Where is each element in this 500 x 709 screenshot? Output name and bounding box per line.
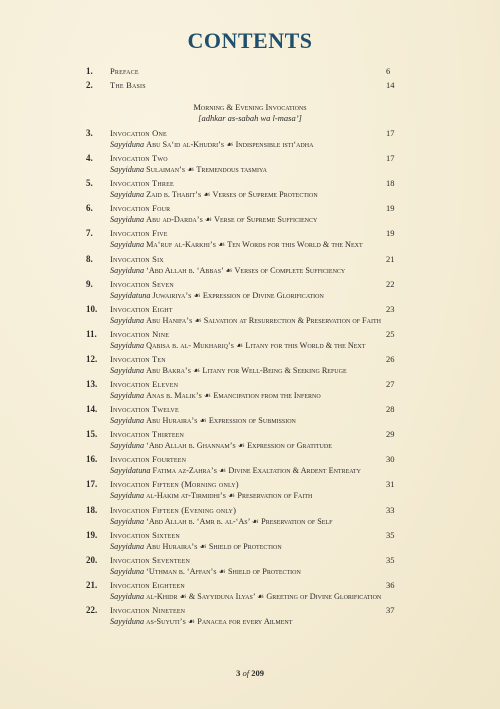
entry-page: 22 bbox=[386, 278, 395, 289]
entry-honorific: Sayyiduna bbox=[110, 441, 145, 451]
entry-label: Invocation Two bbox=[110, 153, 168, 164]
entry-page: 6 bbox=[386, 66, 391, 76]
entry-number: 21. bbox=[86, 579, 98, 590]
entry-label: Invocation Ten bbox=[110, 353, 166, 364]
entry-number: 10. bbox=[86, 303, 98, 314]
entry-honorific: Sayyidatuna bbox=[110, 466, 151, 476]
entry-page: 37 bbox=[386, 604, 395, 615]
entry-number: 2. bbox=[86, 80, 93, 90]
entry-honorific: Sayyiduna bbox=[110, 416, 145, 426]
entry-honorific: Sayyidatuna bbox=[110, 290, 151, 300]
entry-subtitle: Juwairiya’s ☙ Expression of Divine Glorification bbox=[152, 290, 324, 300]
entry-number: 4. bbox=[86, 153, 93, 164]
entry-number: 18. bbox=[86, 504, 98, 515]
entry-honorific: Sayyiduna bbox=[110, 566, 145, 576]
entry-label: Invocation Nineteen bbox=[110, 604, 186, 615]
entry-page: 17 bbox=[386, 153, 395, 164]
footer-current-page: 3 bbox=[236, 668, 241, 678]
entry-honorific: Sayyiduna bbox=[110, 391, 145, 400]
entry-number: 14. bbox=[86, 404, 98, 415]
entry-page: 35 bbox=[386, 529, 395, 540]
entry-honorific: Sayyiduna bbox=[110, 215, 145, 225]
entry-honorific: Sayyiduna bbox=[110, 541, 145, 551]
entry-subtitle: Sulaiman’s ☙ Tremendous tasmiya bbox=[146, 165, 267, 175]
entry-number: 20. bbox=[86, 554, 98, 565]
entry-label: Invocation Eighteen bbox=[110, 579, 185, 590]
entry-label: Invocation Seventeen bbox=[110, 554, 191, 565]
entry-page: 17 bbox=[386, 128, 395, 138]
entry-honorific: Sayyiduna bbox=[110, 516, 145, 526]
entry-number: 16. bbox=[86, 454, 98, 465]
entry-label: Preface bbox=[110, 66, 139, 76]
entry-subtitle: Abu Huraira’s ☙ Expression of Submission bbox=[146, 416, 296, 426]
entry-honorific: Sayyiduna bbox=[110, 591, 145, 601]
page-footer bbox=[0, 668, 500, 678]
entry-number: 22. bbox=[86, 604, 98, 615]
entry-page: 35 bbox=[386, 554, 395, 565]
entry-number: 6. bbox=[86, 203, 93, 214]
entry-number: 11. bbox=[86, 328, 97, 339]
entry-subtitle: al-Khidr ☙ & Sayyiduna Ilyas’ ☙ Greeting of Divine Glorification bbox=[146, 591, 382, 601]
entry-subtitle: Abu Bakra’s ☙ Litany for Well-Being & Seeking Refuge bbox=[146, 365, 347, 375]
entry-label: Invocation One bbox=[110, 128, 167, 138]
entry-page: 28 bbox=[386, 404, 395, 415]
entry-label: Invocation Nine bbox=[110, 328, 170, 339]
entry-honorific: Sayyiduna bbox=[110, 365, 145, 375]
entry-number: 1. bbox=[86, 66, 93, 76]
entry-page: 33 bbox=[386, 504, 395, 515]
entry-label: Invocation Three bbox=[110, 178, 174, 189]
entry-number: 7. bbox=[86, 228, 93, 239]
entry-page: 21 bbox=[386, 253, 395, 264]
footer-of: of bbox=[242, 668, 250, 678]
entry-label: Invocation Fourteen bbox=[110, 454, 187, 465]
entry-subtitle: Qabisa b. al- Mukhariq’s ☙ Litany for this World & the Next bbox=[146, 340, 366, 350]
entry-label: Invocation Twelve bbox=[110, 404, 179, 415]
entry-label: Invocation Fifteen (Evening only) bbox=[110, 504, 237, 515]
entry-honorific: Sayyiduna bbox=[110, 165, 145, 175]
entry-label: Invocation Five bbox=[110, 228, 168, 239]
entry-honorific: Sayyiduna bbox=[110, 491, 145, 501]
entry-label: Invocation Fifteen (Morning only) bbox=[110, 479, 239, 490]
entry-number: 9. bbox=[86, 278, 93, 289]
entry-page: 26 bbox=[386, 353, 395, 364]
entry-subtitle: Abu Hanifa’s ☙ Salvation at Resurrection & Preservation of Faith bbox=[146, 315, 381, 325]
footer-total-pages: 209 bbox=[251, 668, 264, 678]
entry-honorific: Sayyiduna bbox=[110, 140, 145, 149]
entry-honorific: Sayyiduna bbox=[110, 315, 145, 325]
entry-page: 18 bbox=[386, 178, 395, 189]
entry-honorific: Sayyiduna bbox=[110, 190, 145, 200]
entry-label: Invocation Eleven bbox=[110, 379, 179, 389]
entry-subtitle: Abu ad-Darda’s ☙ Verse of Supreme Sufficiency bbox=[146, 215, 318, 225]
entry-page: 19 bbox=[386, 203, 395, 214]
entry-page: 23 bbox=[386, 303, 395, 314]
entry-subtitle: ‘Abd Allah b. Ghannam’s ☙ Expression of Gratitude bbox=[146, 441, 332, 451]
entry-honorific: Sayyiduna bbox=[110, 616, 145, 626]
page-title: CONTENTS bbox=[187, 28, 313, 53]
entry-number: 3. bbox=[86, 128, 93, 138]
entry-page: 27 bbox=[386, 379, 395, 389]
entry-subtitle: Fatima az-Zahra’s ☙ Divine Exaltation & Ardent Entreaty bbox=[152, 466, 361, 476]
entry-page: 30 bbox=[386, 454, 395, 465]
entry-subtitle: Ma‘ruf al-Karkhi’s ☙ Ten Words for this World & the Next bbox=[146, 240, 363, 250]
entry-page: 14 bbox=[386, 80, 395, 90]
entry-label: Invocation Thirteen bbox=[110, 429, 185, 440]
entry-subtitle: Abu Huraira’s ☙ Shield of Protection bbox=[146, 541, 282, 551]
entry-page: 19 bbox=[386, 228, 395, 239]
entry-number: 12. bbox=[86, 353, 98, 364]
entry-page: 31 bbox=[386, 479, 395, 490]
entry-number: 8. bbox=[86, 253, 93, 264]
entry-page: 25 bbox=[386, 328, 395, 339]
entry-subtitle: al-Hakim at-Tirmidhi’s ☙ Preservation of Faith bbox=[146, 491, 313, 501]
entry-honorific: Sayyiduna bbox=[110, 265, 145, 275]
entry-number: 17. bbox=[86, 479, 98, 490]
entry-subtitle: ‘Uthman b. ‘Affan’s ☙ Shield of Protection bbox=[146, 566, 301, 576]
entry-subtitle: Anas b. Malik’s ☙ Emancipation from the Inferno bbox=[146, 391, 321, 400]
entry-label: Invocation Seven bbox=[110, 278, 174, 289]
entry-label: Invocation Six bbox=[110, 253, 164, 264]
entry-number: 19. bbox=[86, 529, 98, 540]
entry-subtitle: ‘Abd Allah b. ‘Abbas’ ☙ Verses of Complete Sufficiency bbox=[146, 265, 346, 275]
entry-label: The Basis bbox=[110, 80, 146, 90]
entry-honorific: Sayyiduna bbox=[110, 240, 145, 250]
entry-page: 29 bbox=[386, 429, 395, 440]
entry-label: Invocation Four bbox=[110, 203, 171, 214]
entry-subtitle: ‘Abd Allah b. ‘Amr b. al-‘As’ ☙ Preservation of Self bbox=[146, 516, 333, 526]
entry-number: 13. bbox=[86, 379, 98, 389]
entry-subtitle: as-Suyuti’s ☙ Panacea for every Ailment bbox=[146, 616, 293, 626]
entry-honorific: Sayyiduna bbox=[110, 340, 145, 350]
section-subheading: [adhkar as-sabah wa l-masa’] bbox=[198, 113, 302, 123]
entry-page: 36 bbox=[386, 579, 395, 590]
section-heading: Morning & Evening Invocations bbox=[193, 102, 307, 112]
entry-label: Invocation Sixteen bbox=[110, 529, 180, 540]
entry-number: 5. bbox=[86, 178, 93, 189]
entry-number: 15. bbox=[86, 429, 98, 440]
entry-label: Invocation Eight bbox=[110, 303, 173, 314]
entry-subtitle: Abu Sa‘id al-Khudri’s ☙ Indispensible isti‘adha bbox=[146, 140, 314, 149]
entry-subtitle: Zaid b. Thabit’s ☙ Verses of Supreme Protection bbox=[146, 190, 318, 200]
